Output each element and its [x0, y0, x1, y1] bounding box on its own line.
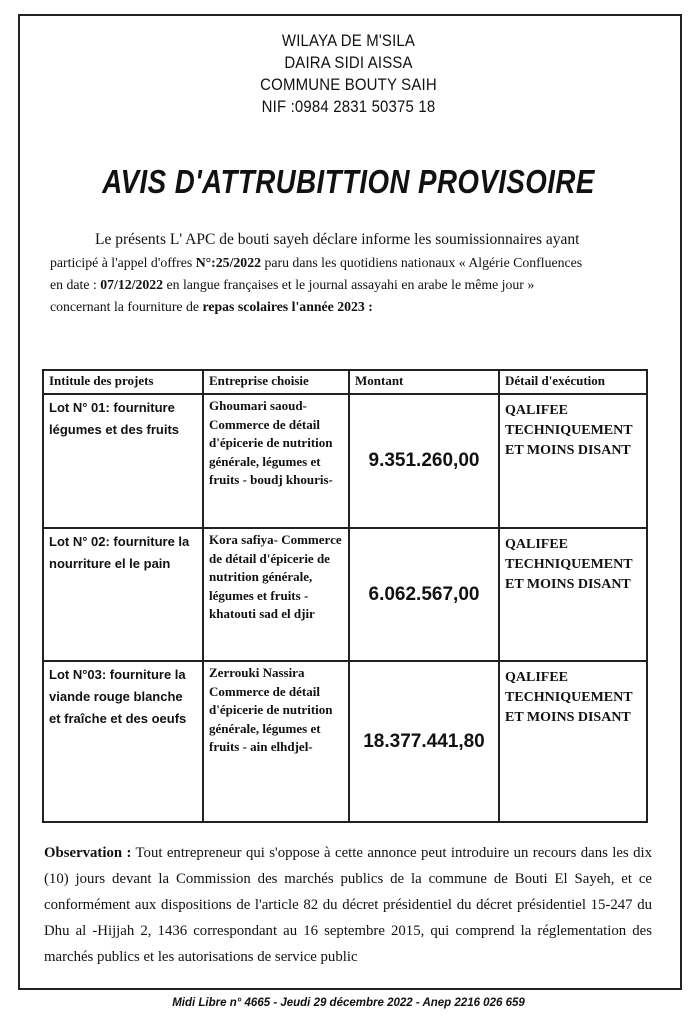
lots-table — [42, 369, 648, 823]
intro-text: participé à l'appel d'offres — [50, 255, 193, 270]
observation-text: Tout entrepreneur qui s'oppose à cette annonce peut introduire un recours dans les dix (10) jours devant la Commission des marchés publics de la commune de Bouti El Sayeh, et ce conformément aux dispositions de l'article 82 du décret présidentiel du décret présidentiel 15-247 du Dhu al -Hijjah 2, 1436 correspondant au 16 septembre 2015, qui comprend la réglementation des marchés publics et les autorisations de service public — [44, 845, 652, 965]
table-row — [43, 661, 647, 822]
subject-bold: repas scolaires l'année 2023 : — [202, 299, 373, 314]
table-header-row — [43, 370, 647, 394]
company-cell: Ghoumari saoud- Commerce de détail d'épicerie de nutrition générale, légumes et fruits - boudj khouris- — [203, 394, 349, 528]
nif-label: NIF : — [261, 97, 295, 116]
observation-label: Observation : — [44, 845, 132, 861]
intro-paragraph — [50, 228, 650, 318]
table-row — [43, 528, 647, 661]
notice-title: AVIS D'ATTRUBITTION PROVISOIRE — [102, 163, 595, 200]
detail-cell: QALIFEE TECHNIQUEMENT ET MOINS DISANT — [499, 661, 647, 822]
intro-line-3 — [50, 274, 650, 296]
intro-line-4 — [50, 296, 650, 318]
company-cell: Kora safiya- Commerce de détail d'épicerie de nutrition générale, légumes et fruits - khatouti sad el djir — [203, 528, 349, 661]
project-cell: Lot N°03: fourniture la viande rouge blanche et fraîche et des oeufs — [43, 661, 203, 822]
detail-cell: QALIFEE TECHNIQUEMENT ET MOINS DISANT — [499, 394, 647, 528]
header-commune: COMMUNE BOUTY SAIH — [260, 75, 437, 94]
intro-line-1: Le présents L' APC de bouti sayeh déclare informe les soumissionnaires ayant — [95, 231, 580, 248]
nif-value: 0984 2831 50375 18 — [294, 97, 436, 116]
amount-cell: 9.351.260,00 — [349, 394, 499, 528]
header-nif — [42, 96, 655, 118]
col-header-project: Intitule des projets — [43, 370, 203, 394]
intro-line-2 — [50, 252, 650, 274]
col-header-company: Entreprise choisie — [203, 370, 349, 394]
tender-number: N°:25/2022 — [195, 255, 262, 270]
project-cell: Lot N° 01: fourniture légumes et des fruits — [43, 394, 203, 528]
header-wilaya: WILAYA DE M'SILA — [281, 31, 416, 50]
company-cell: Zerrouki Nassira Commerce de détail d'épicerie de nutrition générale, légumes et fruits - ain elhdjel- — [203, 661, 349, 822]
col-header-detail: Détail d'exécution — [499, 370, 647, 394]
amount-cell: 18.377.441,80 — [349, 661, 499, 822]
publication-date: 07/12/2022 — [100, 277, 164, 292]
detail-cell: QALIFEE TECHNIQUEMENT ET MOINS DISANT — [499, 528, 647, 661]
observation-paragraph — [44, 840, 652, 970]
intro-text: concernant la fourniture de — [50, 299, 200, 314]
header-daira: DAIRA SIDI AISSA — [284, 53, 413, 72]
intro-text: en date : — [50, 277, 97, 292]
notice-header — [0, 30, 697, 118]
col-header-amount: Montant — [349, 370, 499, 394]
table-row — [43, 394, 647, 528]
amount-cell: 6.062.567,00 — [349, 528, 499, 661]
intro-text: en langue françaises et le journal assayahi en arabe le même jour » — [166, 277, 535, 292]
publication-footer: Midi Libre n° 4665 - Jeudi 29 décembre 2022 - Anep 2216 026 659 — [172, 997, 525, 1009]
intro-text: paru dans les quotidiens nationaux « Algérie Confluences — [264, 255, 583, 270]
project-cell: Lot N° 02: fourniture la nourriture el le pain — [43, 528, 203, 661]
